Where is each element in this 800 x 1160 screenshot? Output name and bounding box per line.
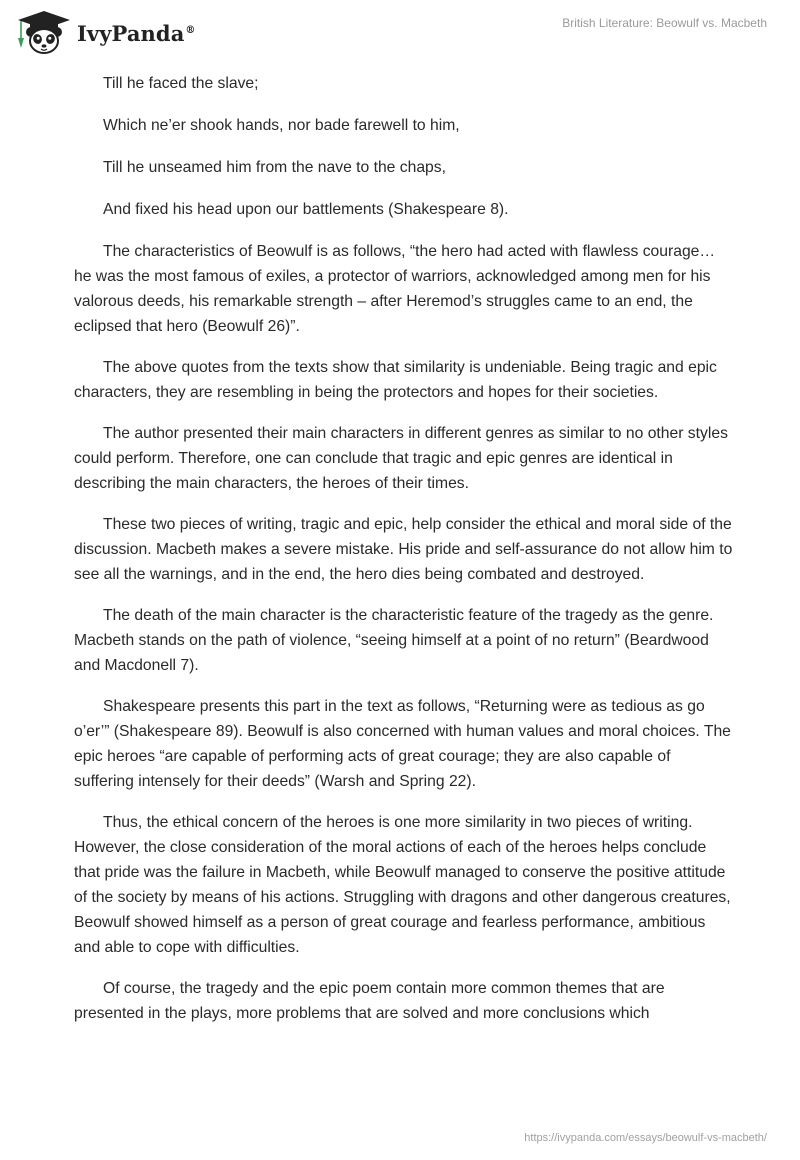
paragraph: These two pieces of writing, tragic and epic, help consider the ethical and moral side of the discussion. Macbeth makes a severe mistake. His pride and self-assurance do not allow him to see all the warnings, and in the end, the hero dies being combated and destroyed. <box>74 516 733 583</box>
paragraph: Shakespeare presents this part in the text as follows, “Returning were as tedious as go o’er’” (Shakespeare 89). Beowulf is also concerned with human values and moral choices. The epic heroes “are capable of performing acts of great courage; they are also capable of suffering intensely for their deeds” (Warsh and Spring 22). <box>74 698 731 790</box>
ivypanda-logo[interactable] <box>14 8 196 56</box>
paragraph: The above quotes from the texts show that similarity is undeniable. Being tragic and epic characters, they are resembling in being the protectors and hopes for their societies. <box>74 359 717 401</box>
paragraph: Of course, the tragedy and the epic poem contain more common themes that are presented in the plays, more problems that are solved and more conclusions which <box>74 980 665 1022</box>
verse-line: Till he faced the slave; <box>103 75 259 92</box>
logo-wordmark: IvyPanda® <box>77 20 196 46</box>
panda-graduate-icon <box>14 8 74 56</box>
verse-line: Till he unseamed him from the nave to the chaps, <box>103 159 446 176</box>
paragraph: Thus, the ethical concern of the heroes is one more similarity in two pieces of writing. However, the close consideration of the moral actions of each of the heroes helps conclude that pride was the failure in Macbeth, while Beowulf managed to conserve the positive attitude of the society by means of his actions. Struggling with dragons and other dangerous creatures, Beowulf showed himself as a person of great courage and fearless performance, ambitious and able to cope with difficulties. <box>74 814 731 956</box>
registered-mark: ® <box>185 24 196 36</box>
paragraph: The characteristics of Beowulf is as follows, “the hero had acted with flawless courage… he was the most famous of exiles, a protector of warriors, acknowledged among men for his valorous deeds, his remarkable strength – after Heremod’s struggles came to an end, the eclipsed that hero (Beowulf 26)”. <box>74 243 716 335</box>
page-header <box>0 0 800 62</box>
source-url[interactable]: https://ivypanda.com/essays/beowulf-vs-macbeth/ <box>524 1132 767 1144</box>
document-title: British Literature: Beowulf vs. Macbeth <box>562 16 767 30</box>
paragraph: The author presented their main characters in different genres as similar to no other styles could perform. Therefore, one can conclude that tragic and epic genres are identical in describing the main characters, the heroes of their times. <box>74 425 728 492</box>
essay-body <box>74 71 734 1042</box>
verse-line: Which ne’er shook hands, nor bade farewell to him, <box>103 117 460 134</box>
verse-line: And fixed his head upon our battlements (Shakespeare 8). <box>103 201 509 218</box>
paragraph: The death of the main character is the characteristic feature of the tragedy as the genre. Macbeth stands on the path of violence, “seeing himself at a point of no return” (Beardwood and Macdonell 7). <box>74 607 714 674</box>
